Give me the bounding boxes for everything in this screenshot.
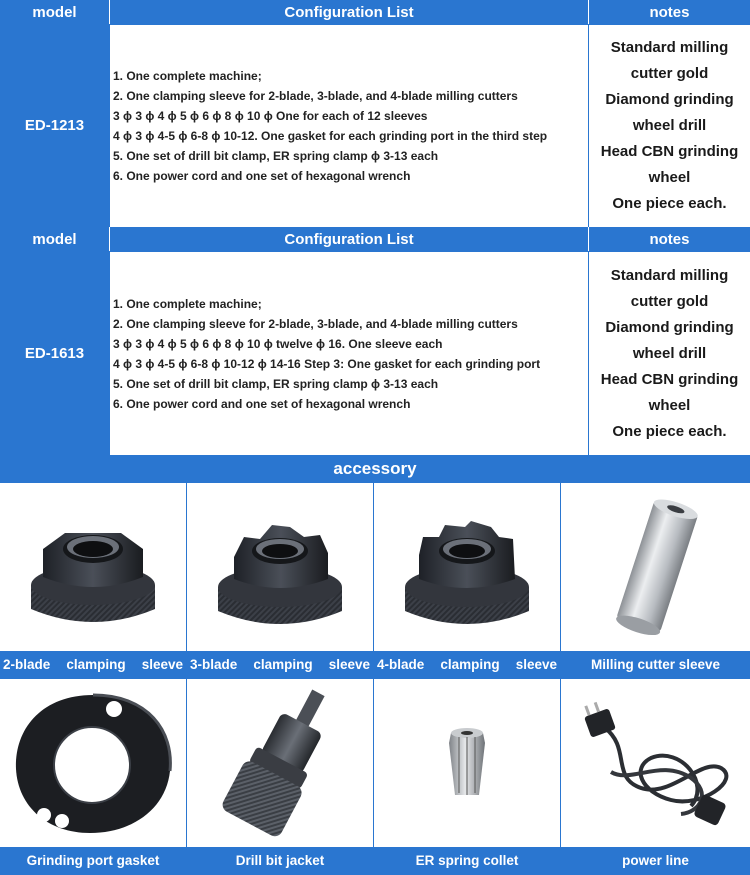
accessory-tile <box>561 483 750 679</box>
product-row-2 <box>0 251 750 455</box>
header-notes: notes <box>589 227 750 251</box>
accessory-caption: Grinding port gasket <box>0 847 186 874</box>
config-line: 6. One power cord and one set of hexagonal wrench <box>113 396 411 411</box>
power-line-icon <box>571 688 741 838</box>
accessory-caption: Milling cutter sleeve <box>561 651 750 678</box>
product-row-1 <box>0 24 750 227</box>
config-line: 6. One power cord and one set of hexagonal wrench <box>113 169 411 183</box>
accessory-tile <box>0 679 187 875</box>
er-spring-collet-icon <box>417 713 517 813</box>
notes-line: Head CBN grinding <box>600 370 739 388</box>
model-name: ED-1213 <box>0 24 109 227</box>
accessory-tile <box>374 679 561 875</box>
accessory-tile <box>187 483 374 679</box>
accessory-tile <box>0 483 187 679</box>
config-line: 4 ϕ 3 ϕ 4-5 ϕ 6-8 ϕ 10-12 ϕ 14-16 Step 3: One gasket for each grinding port <box>113 356 541 371</box>
notes-line: One piece each. <box>612 195 727 212</box>
notes-line: One piece each. <box>612 422 727 440</box>
two-blade-sleeve-icon <box>13 497 173 637</box>
config-line: 4 ϕ 3 ϕ 4-5 ϕ 6-8 ϕ 10-12. One gasket for each grinding port in the third step <box>113 129 548 143</box>
config-line: 3 ϕ 3 ϕ 4 ϕ 5 ϕ 6 ϕ 8 ϕ 10 ϕ twelve ϕ 16. One sleeve each <box>113 336 443 351</box>
notes-line: Standard milling <box>610 39 729 56</box>
notes-line: cutter gold <box>630 65 709 82</box>
header-model: model <box>0 0 109 24</box>
accessory-title: accessory <box>0 455 750 483</box>
accessory-caption: 2-blade clamping sleeve <box>0 651 186 678</box>
notes-text <box>589 251 750 455</box>
milling-cutter-sleeve-icon <box>576 492 736 642</box>
config-line: 1. One complete machine; <box>113 296 262 311</box>
notes-line: Head CBN grinding <box>600 143 739 160</box>
config-list <box>110 24 588 227</box>
accessory-grid <box>0 483 750 875</box>
grinding-gasket-icon <box>8 683 178 843</box>
header-config: Configuration List <box>110 227 588 251</box>
config-line: 5. One set of drill bit clamp, ER spring clamp ϕ 3-13 each <box>113 149 439 163</box>
accessory-caption: 3-blade clamping sleeve <box>187 651 373 678</box>
notes-line: Diamond grinding <box>605 318 734 336</box>
notes-line: cutter gold <box>630 292 709 310</box>
notes-line: wheel <box>648 396 691 414</box>
notes-line: wheel drill <box>632 344 707 362</box>
three-blade-sleeve-icon <box>200 497 360 637</box>
accessory-tile <box>561 679 750 875</box>
accessory-caption: 4-blade clamping sleeve <box>374 651 560 678</box>
accessory-caption: Drill bit jacket <box>187 847 373 874</box>
accessory-caption: power line <box>561 847 750 874</box>
model-name: ED-1613 <box>0 251 109 455</box>
four-blade-sleeve-icon <box>387 497 547 637</box>
notes-line: Standard milling <box>610 266 729 284</box>
table-header-1 <box>0 0 750 24</box>
config-line: 1. One complete machine; <box>113 69 262 83</box>
notes-line: Diamond grinding <box>605 91 734 108</box>
header-config: Configuration List <box>110 0 588 24</box>
notes-line: wheel <box>648 169 691 186</box>
config-line: 5. One set of drill bit clamp, ER spring clamp ϕ 3-13 each <box>113 376 439 391</box>
accessory-tile <box>374 483 561 679</box>
table-header-2 <box>0 227 750 251</box>
notes-line: wheel drill <box>632 117 707 134</box>
config-line: 2. One clamping sleeve for 2-blade, 3-blade, and 4-blade milling cutters <box>113 316 518 331</box>
drill-bit-jacket-icon <box>200 683 360 843</box>
config-line: 2. One clamping sleeve for 2-blade, 3-blade, and 4-blade milling cutters <box>113 89 518 103</box>
accessory-tile <box>187 679 374 875</box>
header-notes: notes <box>589 0 750 24</box>
config-list <box>110 251 588 455</box>
accessory-caption: ER spring collet <box>374 847 560 874</box>
config-line: 3 ϕ 3 ϕ 4 ϕ 5 ϕ 6 ϕ 8 ϕ 10 ϕ One for each of 12 sleeves <box>113 109 428 123</box>
header-model: model <box>0 227 109 251</box>
notes-text <box>589 24 750 227</box>
